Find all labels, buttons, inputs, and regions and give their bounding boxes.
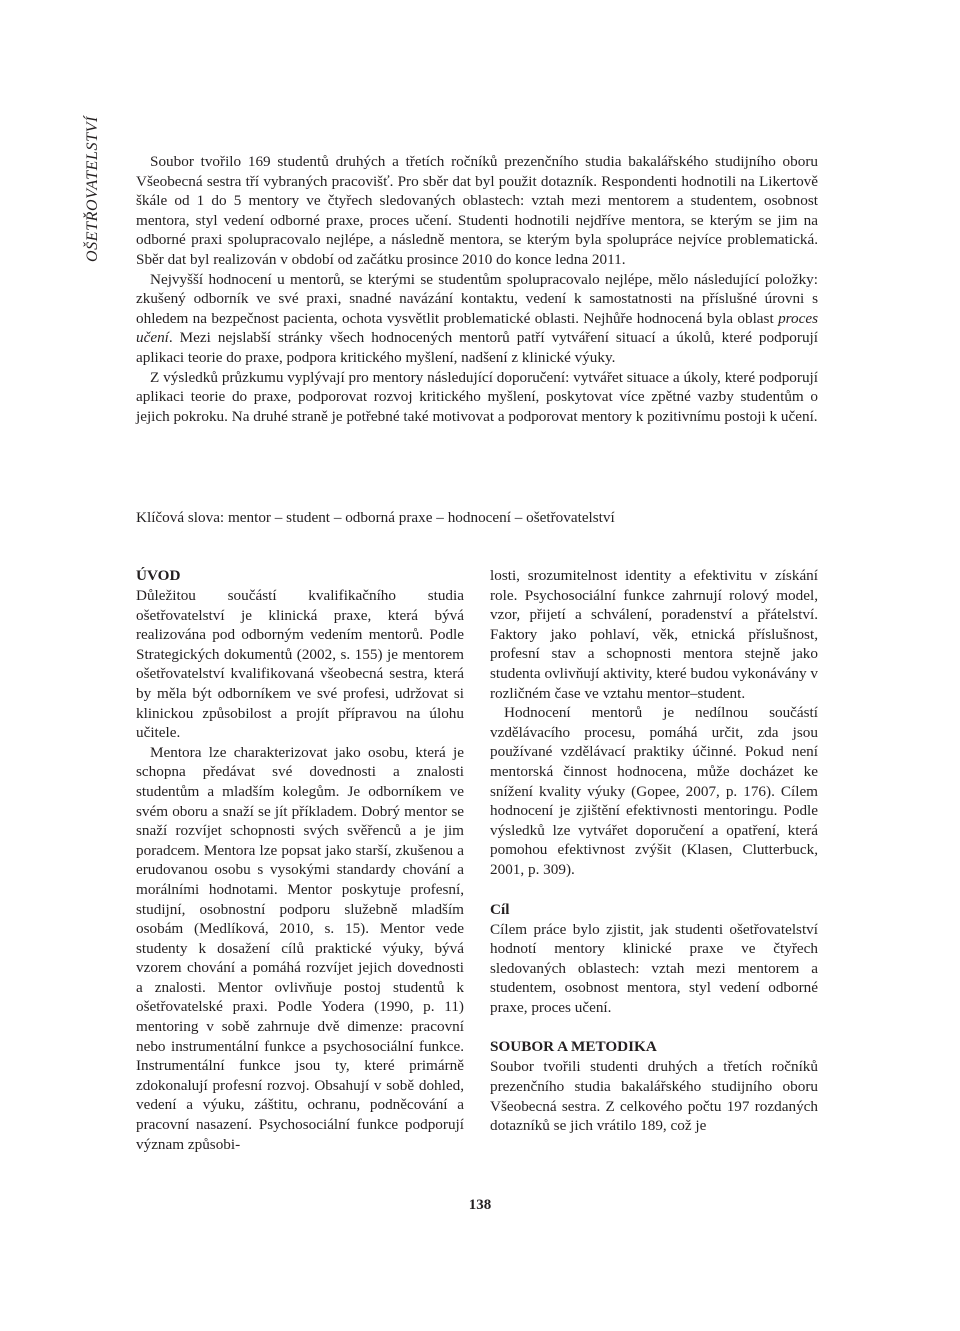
abstract-paragraph-3: Z výsledků průzkumu vyplývají pro mentory následující doporučení: vytvářet situace a úkoly, které podporují aplikaci teorie do praxe, podporovat rozvoj kritického myšlení, poskytovat více zpětné vazby studentům o jejich pokroku. Na druhé straně je potřebné také motivovat a podporovat mentory k pozitivnímu postoji k učení. <box>136 368 818 425</box>
abstract <box>136 152 818 426</box>
side-section-label-text: OŠETŘOVATELSTVÍ <box>84 116 101 262</box>
abstract-paragraph-2-end: . Mezi nejslabší stránky všech hodnocených mentorů patří vytváření situací a úkolů, které podporují aplikaci teorie do praxe, podpora kritického myšlení, nadšení z klinické výuky. <box>136 329 818 366</box>
abstract-paragraph-2-emphasis: proces učení <box>136 309 818 347</box>
methods-heading: SOUBOR A METODIKA <box>490 1038 657 1056</box>
aim-heading: Cíl <box>490 900 510 918</box>
left-column <box>136 566 464 1154</box>
page-number: 138 <box>468 1197 492 1213</box>
side-section-label <box>74 82 114 262</box>
intro-paragraph-2: Mentora lze charakterizovat jako osobu, která je schopna předávat své dovednosti a znalosti studentům a mladším kolegům. Je odborníkem ve svém oboru a snaží se jít příkladem. Dobrý mentor se snaží rozvíjet schopnosti svých svěřenců a je jim poradcem. Mentora lze popsat jako starší, zkušenou a erudovanou osobu s vysokými standardy chování a morálními hodnotami. Mentor poskytuje profesní, studijní, osobnostní podporu služebně mladším osobám (Medlíková, 2010, s. 15). Mentor vede studenty k dosažení cílů praktické výuky, bývá vzorem chování a pomáhá rozvíjet jejich dovednosti a znalosti. Mentor ovlivňuje postoj studentů k ošetřovatelské praxi. Podle Yodera (1990, p. 11) mentoring v sobě zahrnuje dvě dimenze: pracovní nebo instrumentální funkce a psychosociální funkce. Instrumentální funkce jsou ty, které primárně zdokonalují profesní rozvoj. Obsahují v sobě dohled, vedení a výuku, záštitu, ochranu, podněcování a pracovní nasazení. Psychosociální funkce podporují význam způsobi- <box>136 743 464 1153</box>
keywords: Klíčová slova: mentor – student – odborná praxe – hodnocení – ošetřovatelství <box>136 509 615 526</box>
abstract-paragraph-1: Soubor tvořilo 169 studentů druhých a třetích ročníků prezenčního studia bakalářského studijního oboru Všeobecná sestra tří vybraných pracovišť. Pro sběr dat byl použit dotazník. Respondenti hodnotili na Likertově škále od 1 do 5 mentory ve čtyřech sledovaných oblastech: vztah mezi mentorem a studentem, osobnost mentora, styl vedení odborné praxe, proces učení. Studenti hodnotili nejdříve mentora, se kterým se jim na odborné praxi spolupracovalo nejlépe, a následně mentora, se kterým byla spolupráce nejvíce problematická. Sběr dat byl realizován v období od začátku prosince 2010 do konce ledna 2011. <box>136 153 818 268</box>
aim-paragraph: Cílem práce bylo zjistit, jak studenti ošetřovatelství hodnotí mentory klinické praxe ve čtyřech sledovaných oblastech: vztah mezi mentorem a studentem, osobnost mentora, styl vedení odborné praxe, proces učení. <box>490 920 818 1016</box>
intro-paragraph-1: Důležitou součástí kvalifikačního studia ošetřovatelství je klinická praxe, která bývá realizována pod odborným vedením mentorů. Podle Strategických dokumentů (2002, s. 155) je mentorem ošetřovatelství kvalifikovaná všeobecná sestra, která by měla být odborníkem ve své profesi, udržovat si klinickou způsobilost a projít přípravou na úlohu učitele. <box>136 587 464 742</box>
methods-paragraph: Soubor tvořili studenti druhých a třetích ročníků prezenčního studia bakalářského studijního oboru Všeobecná sestra. Z celkového počtu 197 rozdaných dotazníků se jich vrátilo 189, což je <box>490 1058 818 1135</box>
abstract-paragraph-2-start: Nejvyšší hodnocení u mentorů, se kterými se studentům spolupracovalo nejlépe, mělo následující položky: zkušený odborník ve své praxi, snadné navázání kontaktu, vedení k samostatnosti na příslušné úrovni s ohledem na bezpečnost pacienta, ochota vysvětlit problematické oblasti. Nejhůře hodnocená byla oblast <box>136 270 818 327</box>
intro-heading: ÚVOD <box>136 567 181 584</box>
intro-continuation: losti, srozumitelnost identity a efektivitu v získání role. Psychosociální funkce zahrnují rolový model, vzor, přijetí a schválení, poradenství a přátelství. Faktory jako pohlaví, věk, etnická příslušnost, profesní stav a schopnosti mentora stejně jako studenta ovlivňují aktivity, které budou vykonávány v rozličném čase ve vztahu mentor–student. <box>490 567 818 702</box>
evaluation-paragraph: Hodnocení mentorů je nedílnou součástí vzdělávacího procesu, pomáhá určit, zda jsou používané vzdělávací praktiky účinné. Pokud není mentorská činnost hodnocena, může docházet ke snížení kvality výuky (Gopee, 2007, p. 176). Cílem hodnocení je zjištění efektivnosti mentoringu. Podle výsledků lze vytvářet doporučení a opatření, která pomohou efektivnost zvýšit (Klasen, Clutterbuck, 2001, p. 309). <box>490 704 818 878</box>
right-column <box>490 566 818 1136</box>
abstract-paragraph-2 <box>136 270 818 368</box>
